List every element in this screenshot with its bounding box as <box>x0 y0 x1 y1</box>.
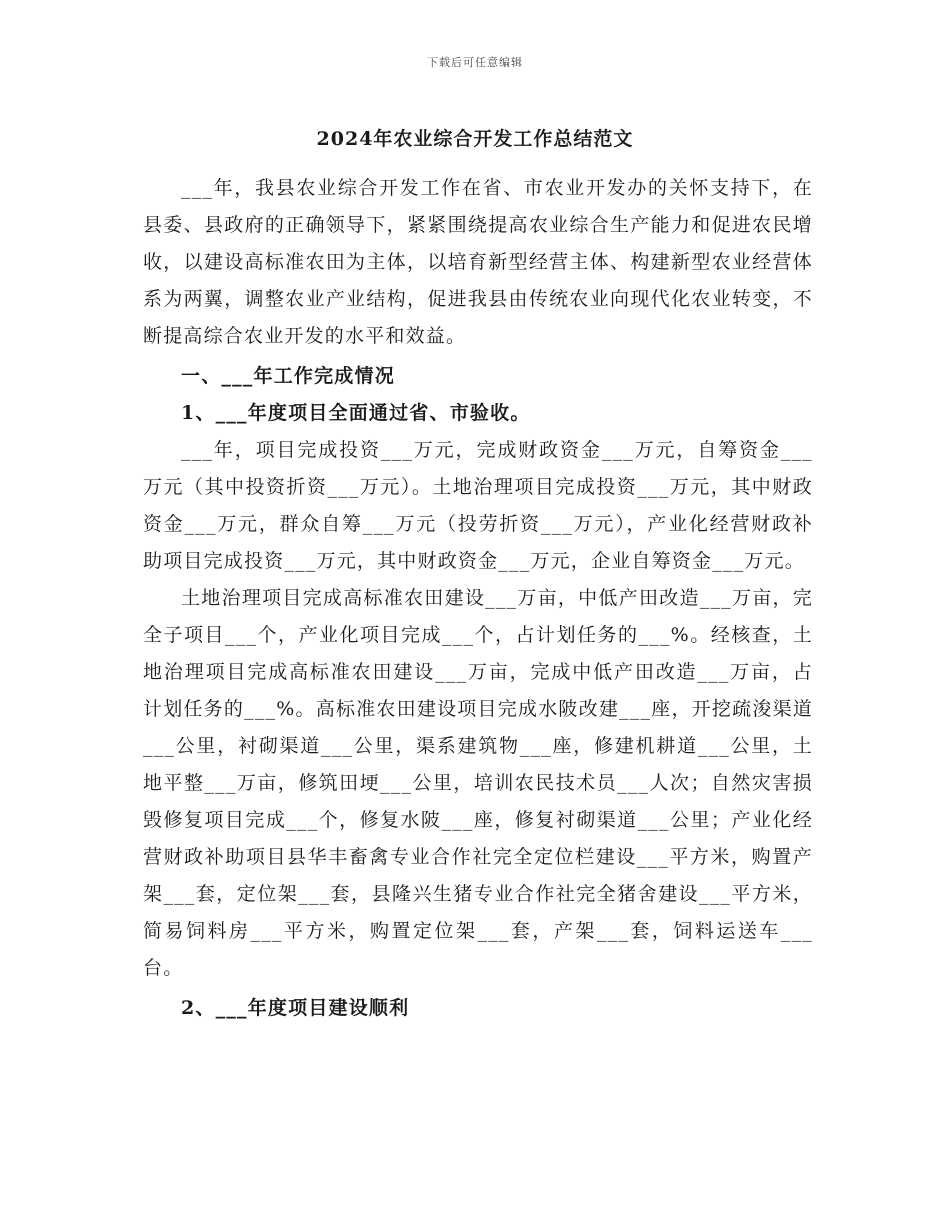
investment-paragraph: ___年，项目完成投资___万元，完成财政资金___万元，自筹资金___万元（其中投资折资___万元）。土地治理项目完成投资___万元，其中财政资金___万元，群众自筹___万元（投劳折资___万元），产业化经营财政补助项目完成投资___万元，其中财政资金___万元，企业自筹资金___万元。 <box>143 439 813 572</box>
subsection-heading-1: 1、___年度项目全面通过省、市验收。 <box>181 402 531 424</box>
header-note: 下载后可任意编辑 <box>427 56 523 69</box>
subsection-heading-2: 2、___年度项目建设顺利 <box>181 997 410 1019</box>
land-management-paragraph: 土地治理项目完成高标准农田建设___万亩，中低产田改造___万亩，完全子项目___个，产业化项目完成___个，占计划任务的___%。经核查，土地治理项目完成高标准农田建设___万亩，完成中低产田改造___万亩，占计划任务的___%。高标准农田建设项目完成水陂改建___座，开挖疏浚渠道___公里，衬砌渠道___公里，渠系建筑物___座，修建机耕道___公里，土地平整___万亩，修筑田埂___公里，培训农民技术员___人次；自然灾害损毁修复项目完成___个，修复水陂___座，修复衬砌渠道___公里；产业化经营财政补助项目县华丰畜禽专业合作社完全定位栏建设___平方米，购置产架___套，定位架___套，县隆兴生猪专业合作社完全猪舍建设___平方米，简易饲料房___平方米，购置定位架___套，产架___套，饲料运送车___台。 <box>143 587 813 979</box>
section-heading-1: 一、___年工作完成情况 <box>181 365 395 387</box>
document-body <box>143 170 813 1027</box>
document-title: 2024年农业综合开发工作总结范文 <box>316 128 634 150</box>
intro-paragraph: ___年，我县农业综合开发工作在省、市农业开发办的关怀支持下，在县委、县政府的正确领导下，紧紧围绕提高农业综合生产能力和促进农民增收，以建设高标准农田为主体，以培育新型经营主体、构建新型农业经营体系为两翼，调整农业产业结构，促进我县由传统农业向现代化农业转变，不断提高综合农业开发的水平和效益。 <box>143 177 813 347</box>
